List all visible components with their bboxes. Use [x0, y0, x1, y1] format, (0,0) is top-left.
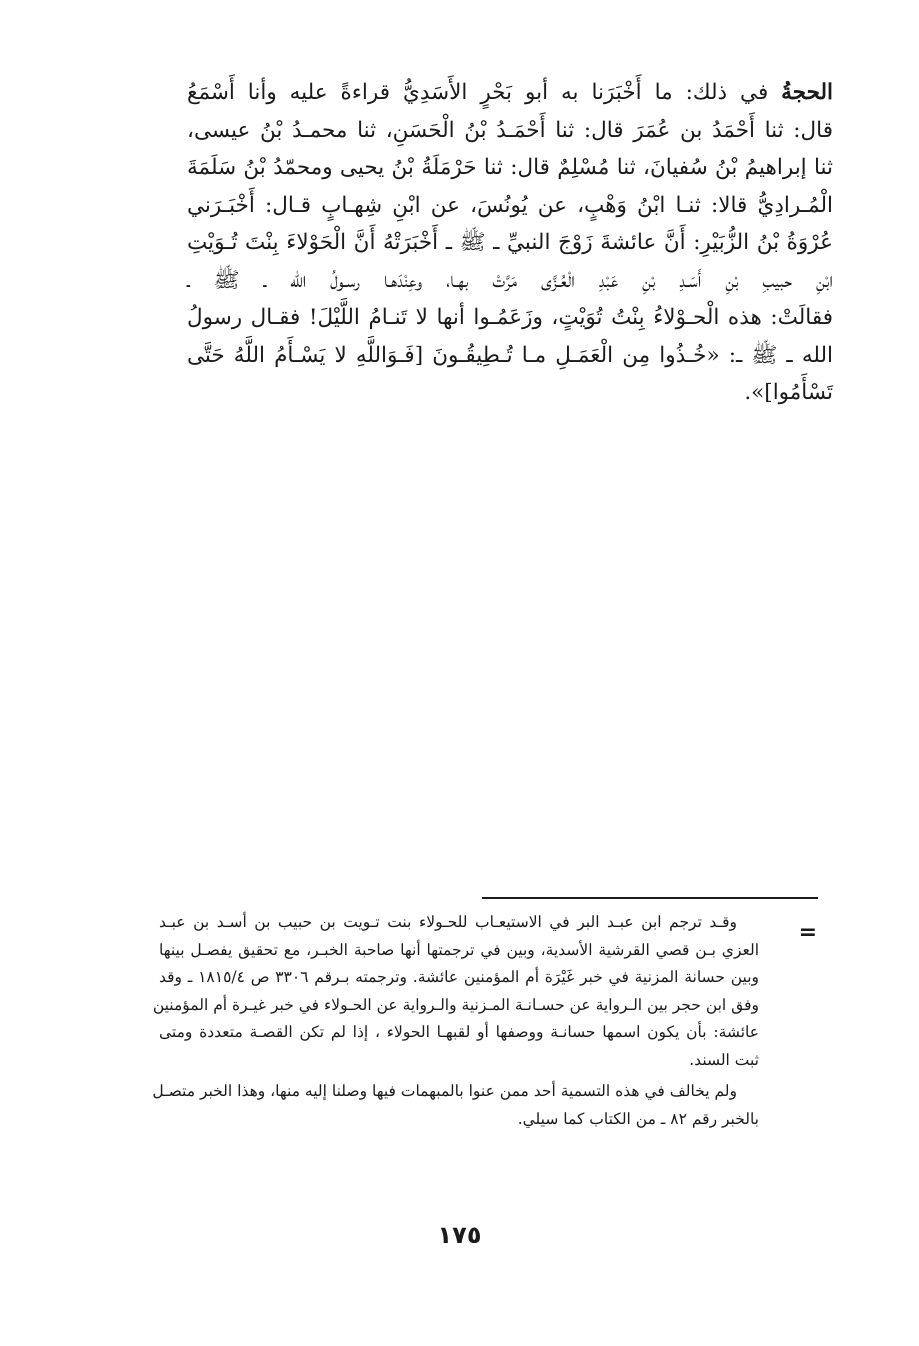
- footnote-line: عائشة: بأن يكون اسمها حسانـة ووصفها أو لقبهـا الحولاء ، إذا لم تكن القصـة متعددة ومتى: [159, 1023, 759, 1041]
- main-text-line-1-rest: في ذلك: ما أَخْبَرَنا به أبو بَحْرٍ الأَسَدِيُّ قراءةً عليه وأنا أَسْمَعُ: [187, 80, 769, 105]
- main-text-line: قال: ثنا أَحْمَدُ بن عُمَرَ قال: ثنا أَحْمَـدُ بْنُ الْحَسَنِ، ثنا محمـدُ بْنُ عيسى،: [187, 117, 833, 143]
- main-text-line: [187, 74, 833, 112]
- footnote-continuation-mark: =: [798, 920, 817, 945]
- main-text-line: ابْنِ حبيبِ بْنِ أَسَـدِ بْنِ عَبْدِ الْعُـزَّى مَرَّتْ بهـا، وعِنْدَهـا رسـولُ الله ـ ﷺ ـ: [187, 267, 833, 293]
- main-text-line: ثنا إبراهيمُ بْنُ سُفيانَ، ثنا مُسْلِمٌ قال: ثنا حَرْمَلَةُ بْنُ يحيى ومحمّدُ بْنُ سَلَمَةَ: [187, 155, 833, 180]
- page-number: ١٧٥: [437, 1221, 482, 1249]
- footnote-line: ثبت السند.: [689, 1050, 759, 1069]
- footnotes-block: [152, 909, 760, 1133]
- footnote-line: وفق ابن حجر بين الـرواية عن حسـانـة المـزنية والـرواية عن الحـولاء في خبر غيـرة أم المؤمنين: [152, 995, 759, 1014]
- footnote-separator: [482, 897, 818, 899]
- footnote-line: العزي بـن قصي القرشية الأسدية، وبين في ترجمتها أنها صاحبة الخبـر، مع تحقيق يفصـل بينها: [159, 940, 759, 959]
- lead-word: الحجةُ: [781, 80, 833, 105]
- footnote-line: ولم يخالف في هذه التسمية أحد ممن عنوا بالمبهمات فيها وصلنا إليه منها، وهذا الخبر متصـل: [152, 1082, 737, 1100]
- main-text-line: الْمُـرادِيُّ قالا: ثنـا ابْنُ وَهْبٍ، عن يُونُسَ، عن ابْنِ شِهـابٍ قـال: أَخْبَـرَني: [187, 192, 833, 218]
- footnote-paragraph: [152, 1078, 759, 1133]
- main-text-block: [187, 74, 833, 412]
- footnote-paragraph: [152, 909, 760, 1074]
- footnote-line: وبين حسانة المزنية في خبر غَيْرَة أم المؤمنين عائشة. وترجمته بـرقم ٣٣٠٦ ص ١٨١٥/٤ ـ وقد: [159, 968, 760, 986]
- main-text-line: عُرْوَةُ بْنُ الزُّبَيْرِ: أَنَّ عائشةَ زَوْجَ النبيِّ ـ ﷺ ـ أَخْبَرَتْهُ أَنَّ الْحَوْلاءَ بِنْتَ تُـوَيْتِ: [187, 230, 833, 255]
- main-text-line: الله ـ ﷺ ـ: «خُـذُوا مِن الْعَمَـلِ مـا تُـطِيقُـونَ [فَـوَاللَّهِ لا يَسْـأَمُ اللَّهُ حَتَّى: [187, 342, 833, 368]
- footnote-line: وقـد ترجم ابن عبـد البر في الاستيعـاب للحـولاء بنت تـويت بن حبيب بن أسـد بن عبـد: [159, 913, 737, 931]
- main-text-line: تَسْأَمُوا]».: [744, 380, 833, 405]
- footnote-line: بالخبر رقم ٨٢ ـ من الكتاب كما سيلي.: [517, 1109, 759, 1128]
- main-text-line: فقالَتْ: هذه الْحـوْلاءُ بِنْتُ تُوَيْتٍ، وزَعَمُـوا أنها لا تَنـامُ اللَّيْلَ! فقـال رسولُ: [187, 305, 833, 330]
